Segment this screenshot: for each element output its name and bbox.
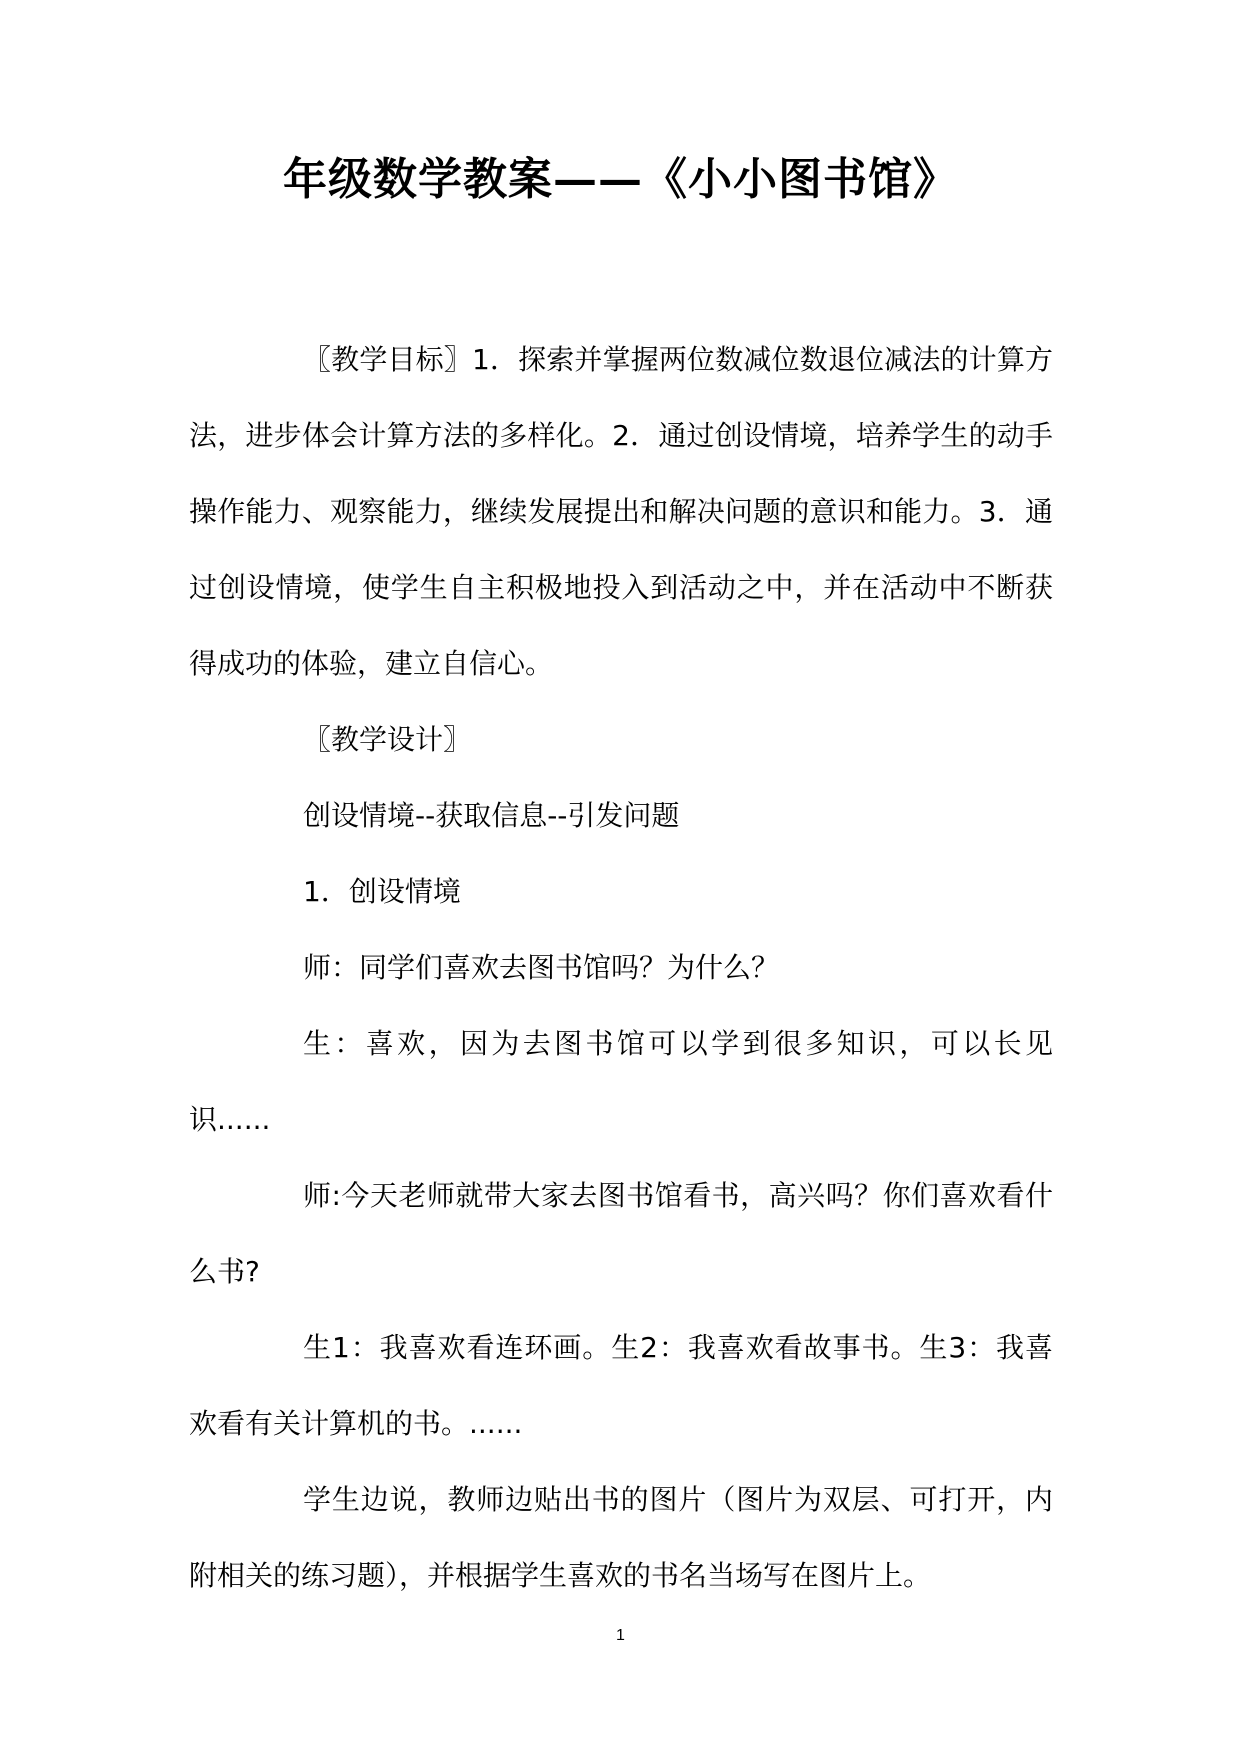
paragraph-process: 创设情境--获取信息--引发问题 (303, 799, 680, 832)
paragraph-teacher-action: 学生边说，教师边贴出书的图片（图片为双层、可打开，内附相关的练习题），并根据学生喜欢的书名当场写在图片上。 (189, 1483, 1053, 1592)
paragraph-teacher-question: 师：同学们喜欢去图书馆吗？为什么？ (303, 951, 780, 984)
paragraph-teaching-design-heading: 〖教学设计〗 (303, 723, 472, 756)
paragraph-student-answer: 生：喜欢，因为去图书馆可以学到很多知识，可以长见识...... (189, 1027, 1053, 1136)
paragraph-student-replies: 生1：我喜欢看连环画。生2：我喜欢看故事书。生3：我喜欢看有关计算机的书。...... (189, 1331, 1053, 1440)
paragraph-teacher-invite: 师:今天老师就带大家去图书馆看书，高兴吗？你们喜欢看什么书? (189, 1179, 1053, 1288)
paragraph-teaching-goals: 〖教学目标〗1．探索并掌握两位数减位数退位减法的计算方法，进步体会计算方法的多样化。2．通过创设情境，培养学生的动手操作能力、观察能力，继续发展提出和解决问题的意识和能力。3．通过创设情境，使学生自主积极地投入到活动之中，并在活动中不断获得成功的体验，建立自信心。 (189, 343, 1053, 680)
paragraph-step-1: 1．创设情境 (303, 875, 461, 908)
document-title: 年级数学教案——《小小图书馆》 (283, 154, 958, 205)
document-body (189, 322, 1053, 1614)
page-number: 1 (616, 1627, 625, 1644)
